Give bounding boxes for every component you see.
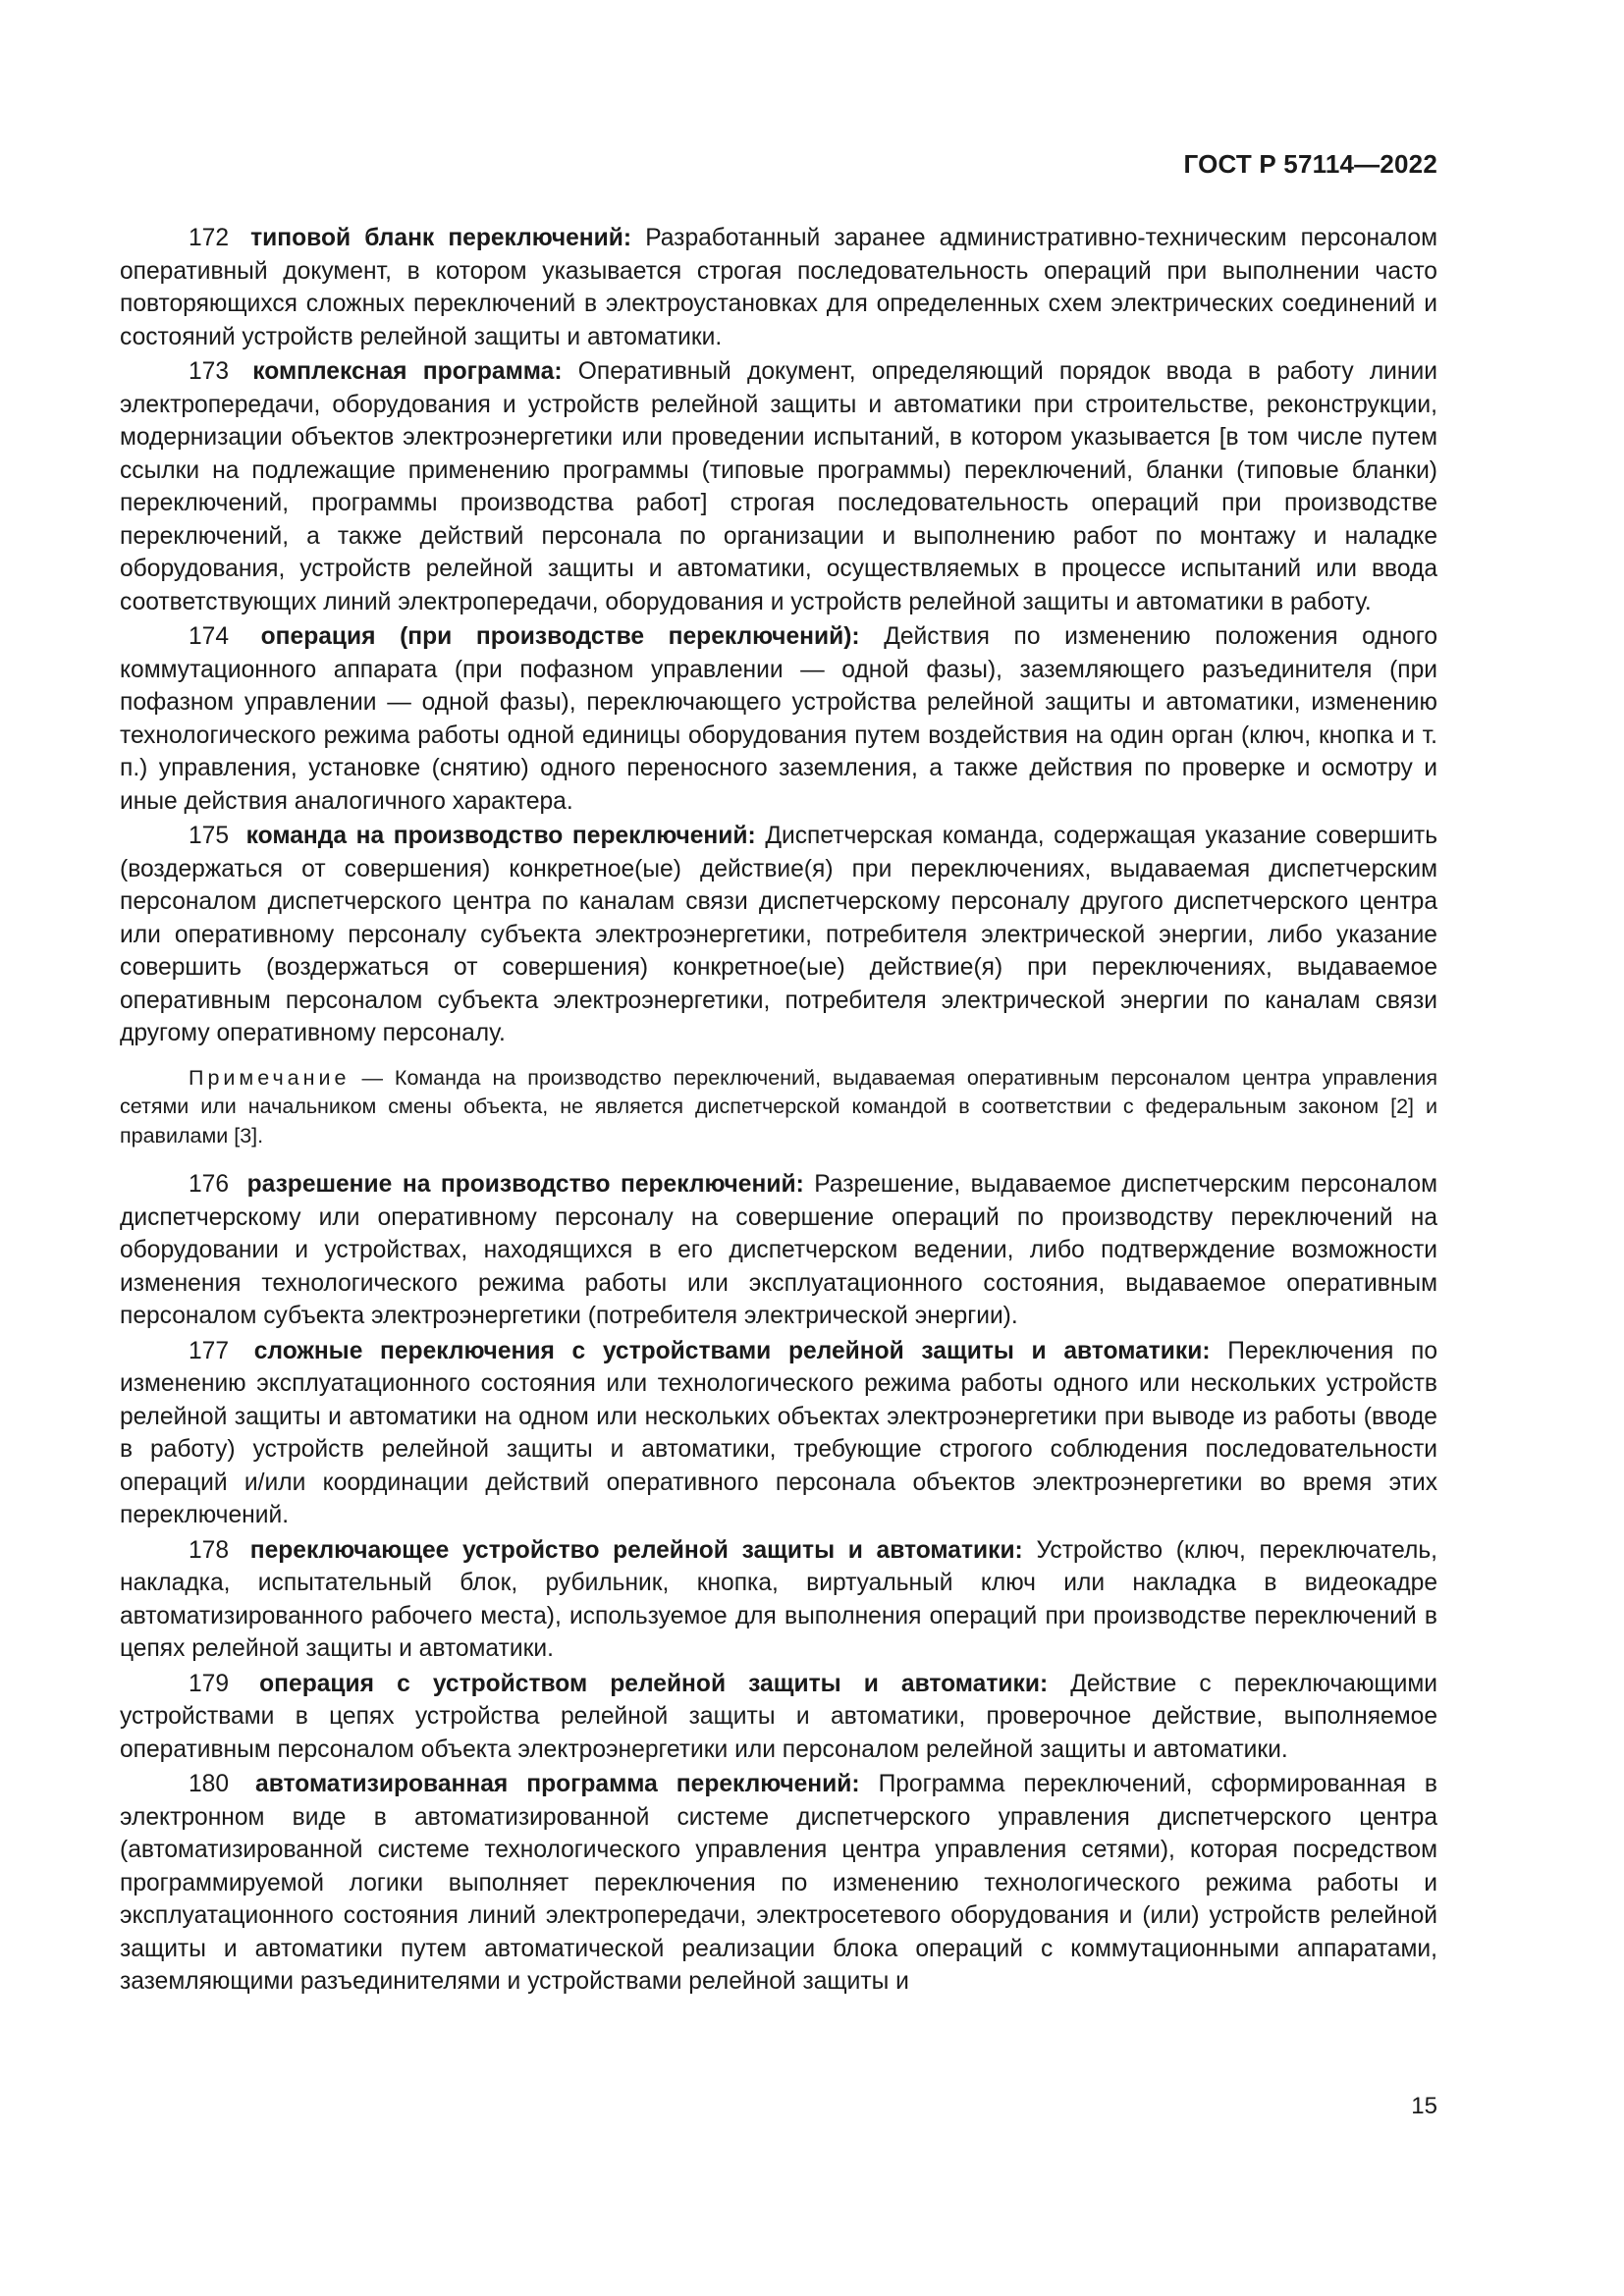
term-entry-177 (120, 1335, 1437, 1532)
term-entry-179 (120, 1668, 1437, 1767)
entry-definition: Разрешение, выдаваемое диспетчерским персоналом диспетчерскому или оперативному персоналу на совершение операций по производству переключений на оборудовании и устройствах, находящихся в его диспетчерском ведении, либо подтверждение возможности изменения технологического режима работы или эксплуатационного состояния, выдаваемое оперативным персоналом субъекта электроэнергетики (потребителя электрической энергии). (120, 1171, 1437, 1329)
entry-term: сложные переключения с устройствами релейной защиты и автоматики: (253, 1337, 1211, 1364)
entry-number: 174 (189, 623, 230, 650)
entry-term: операция (при производстве переключений): (260, 623, 860, 650)
entry-number: 176 (189, 1171, 230, 1198)
term-entry-178 (120, 1534, 1437, 1666)
entry-term: разрешение на производство переключений: (246, 1171, 804, 1198)
entry-number: 173 (189, 358, 230, 385)
entry-definition: Действие с переключающими устройствами в цепях устройства релейной защиты и автоматики, проверочное действие, выполняемое оперативным персоналом объекта электроэнергетики или персоналом релейной защиты и автоматики. (120, 1670, 1438, 1763)
entry-term: команда на производство переключений: (245, 823, 756, 849)
term-entry-176 (120, 1168, 1437, 1333)
entry-definition: Программа переключений, сформированная в электронном виде в автоматизированной системе диспетчерского управления диспетчерского центра (автоматизированной системе технологического управления центра управления сетями), которая посредством программируемой логики выполняет переключения по изменению технологического режима работы и эксплуатационного состояния линий электропередачи, электросетевого оборудования и (или) устройств релейной защиты и автоматики путем автоматической реализации блока операций с коммутационными аппаратами, заземляющими разъединителями и устройствами релейной защиты и (120, 1771, 1437, 1995)
entry-number: 178 (189, 1536, 230, 1564)
entry-number: 175 (189, 823, 230, 849)
entry-number: 179 (189, 1670, 230, 1697)
note-label: Примечание (189, 1065, 351, 1090)
note-text: — Команда на производство переключений, выдаваемая оперативным персоналом центра управления сетями или начальником смены объекта, не является диспетчерской командой в соответствии с федеральным законом [2] и правилами [3]. (120, 1065, 1437, 1148)
entry-definition: Устройство (ключ, переключатель, накладка, испытательный блок, рубильник, кнопка, виртуальный ключ или накладка в видеокадре автоматизированного рабочего места), используемое для выполнения операций при производстве переключений в цепях релейной защиты и автоматики. (120, 1536, 1437, 1662)
term-entry-173 (120, 355, 1437, 618)
document-body (120, 222, 1437, 2001)
entry-definition: Диспетчерская команда, содержащая указание совершить (воздержаться от совершения) конкретное(ые) действие(я) при переключениях, выдаваемая диспетчерским персоналом диспетчерского центра по каналам связи диспетчерскому персоналу другого диспетчерского центра или оперативному персоналу субъекта электроэнергетики, потребителя электрической энергии, либо указание совершить (воздержаться от совершения) конкретное(ые) действие(я) при переключениях, выдаваемое оперативным персоналом субъекта электроэнергетики, потребителя электрической энергии по каналам связи другому оперативному персоналу. (120, 823, 1438, 1046)
entry-definition: Разработанный заранее административно-техническим персоналом оперативный документ, в котором указывается строгая последовательность операций при выполнении часто повторяющихся сложных переключений в электроустановках для определенных схем электрических соединений и состояний устройств релейной защиты и автоматики. (120, 225, 1437, 350)
entry-definition: Оперативный документ, определяющий порядок ввода в работу линии электропередачи, оборудования и устройств релейной защиты и автоматики при строительстве, реконструкции, модернизации объектов электроэнергетики или проведении испытаний, в котором указывается [в том числе путем ссылки на подлежащие применению программы (типовые программы) переключений, бланки (типовые бланки) переключений, программы производства работ] строгая последовательность операций при производстве переключений, а также действий персонала по организации и выполнению работ по монтажу и наладке оборудования, устройств релейной защиты и автоматики, осуществляемых в процессе испытаний или ввода соответствующих линий электропередачи, оборудования и устройств релейной защиты и автоматики в работу. (120, 358, 1437, 615)
entry-term: комплексная программа: (252, 358, 563, 385)
entry-definition: Действия по изменению положения одного коммутационного аппарата (при пофазном управлении — одной фазы), заземляющего разъединителя (при пофазном управлении — одной фазы), переключающего устройства релейной защиты и автоматики, изменению технологического режима работы одной единицы оборудования путем воздействия на один орган (ключ, кнопка и т. п.) управления, установке (снятию) одного переносного заземления, а также действия по проверке и осмотру и иные действия аналогичного характера. (120, 623, 1438, 815)
note-block (120, 1064, 1437, 1151)
page-number: 15 (1411, 2093, 1437, 2119)
document-code: ГОСТ Р 57114—2022 (1183, 149, 1437, 179)
entry-term: операция с устройством релейной защиты и автоматики: (259, 1670, 1049, 1697)
entry-number: 180 (189, 1771, 230, 1797)
entry-number: 172 (189, 225, 230, 251)
entry-term: переключающее устройство релейной защиты и автоматики: (249, 1536, 1023, 1564)
entry-term: типовой бланк переключений: (250, 225, 632, 251)
term-entry-180 (120, 1768, 1437, 1999)
term-entry-172 (120, 222, 1437, 353)
term-entry-175 (120, 820, 1437, 1050)
term-entry-174 (120, 620, 1437, 818)
entry-number: 177 (189, 1337, 230, 1364)
entry-term: автоматизированная программа переключений: (255, 1771, 860, 1797)
entry-definition: Переключения по изменению эксплуатационного состояния или технологического режима работы одного или нескольких устройств релейной защиты и автоматики на одном или нескольких объектах электроэнергетики при выводе из работы (вводе в работу) устройств релейной защиты и автоматики, требующие строгого соблюдения последовательности операций и/или координации действий оперативного персонала объектов электроэнергетики во время этих переключений. (120, 1337, 1438, 1528)
